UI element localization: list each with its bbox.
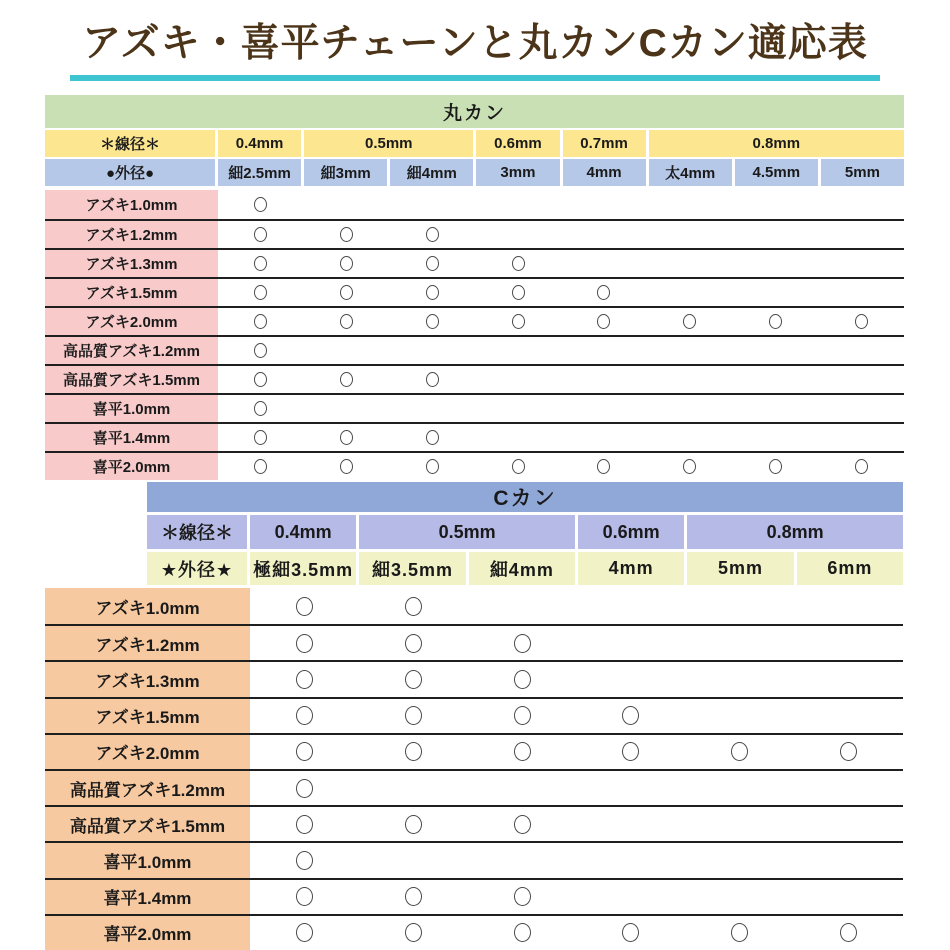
marukan-match-cell (390, 308, 476, 335)
ckan-chain-row (45, 660, 903, 696)
marukan-match-cell (475, 250, 561, 277)
marukan-chain-row (45, 393, 904, 422)
marukan-match-cell (818, 366, 904, 393)
ckan-outer-size: 5mm (687, 552, 793, 585)
ckan-match-cell (685, 771, 794, 805)
compatible-circle-mark (622, 923, 639, 942)
compatible-circle-mark (731, 923, 748, 942)
ckan-table (45, 482, 903, 950)
marukan-outer-size: 3mm (476, 159, 559, 186)
ckan-outer-size: 細4mm (469, 552, 575, 585)
marukan-outer-label: ●外径● (45, 159, 215, 186)
compatible-circle-mark (405, 634, 422, 653)
ckan-chain-label: アズキ1.3mm (45, 662, 250, 696)
marukan-match-cell (218, 308, 304, 335)
ckan-match-cell (577, 588, 686, 624)
compatible-circle-mark (405, 923, 422, 942)
ckan-match-cell (468, 807, 577, 841)
marukan-match-cell (647, 308, 733, 335)
compatible-circle-mark (622, 706, 639, 725)
compatible-circle-mark (296, 851, 313, 870)
marukan-chain-row (45, 277, 904, 306)
ckan-match-cell (250, 880, 359, 914)
marukan-match-cell (647, 190, 733, 219)
compatible-circle-mark (622, 742, 639, 761)
marukan-chain-label: 喜平1.0mm (45, 395, 218, 422)
ckan-chain-label: 喜平1.4mm (45, 880, 250, 914)
compatible-circle-mark (254, 401, 267, 416)
ckan-match-cell (794, 626, 903, 660)
marukan-match-cell (561, 221, 647, 248)
marukan-table (45, 95, 904, 480)
marukan-table-title: 丸カン (45, 95, 904, 128)
compatible-circle-mark (514, 815, 531, 834)
marukan-chain-row (45, 335, 904, 364)
marukan-wire-size: 0.6mm (476, 130, 559, 157)
marukan-wire-diameter-row (45, 130, 904, 157)
ckan-match-cell (685, 880, 794, 914)
ckan-chain-row (45, 805, 903, 841)
marukan-wire-size: 0.4mm (218, 130, 301, 157)
compatible-circle-mark (683, 314, 696, 329)
marukan-match-cell (818, 337, 904, 364)
compatible-circle-mark (340, 256, 353, 271)
compatible-circle-mark (296, 923, 313, 942)
compatible-circle-mark (512, 256, 525, 271)
compatible-circle-mark (254, 343, 267, 358)
compatible-circle-mark (340, 372, 353, 387)
ckan-match-cell (468, 916, 577, 950)
compatible-circle-mark (855, 459, 868, 474)
marukan-match-cell (390, 366, 476, 393)
compatible-circle-mark (597, 314, 610, 329)
compatible-circle-mark (426, 285, 439, 300)
ckan-match-cell (468, 626, 577, 660)
marukan-match-cell (733, 395, 819, 422)
ckan-match-cell (577, 626, 686, 660)
ckan-match-cell (468, 771, 577, 805)
marukan-match-cell (304, 366, 390, 393)
ckan-match-cell (359, 662, 468, 696)
compatible-circle-mark (514, 742, 531, 761)
ckan-match-cell (794, 807, 903, 841)
marukan-chain-label: アズキ1.0mm (45, 190, 218, 219)
ckan-match-cell (685, 626, 794, 660)
ckan-match-cell (359, 771, 468, 805)
ckan-chain-row (45, 624, 903, 660)
ckan-match-cell (685, 843, 794, 877)
marukan-match-cell (561, 190, 647, 219)
ckan-match-cell (577, 662, 686, 696)
marukan-outer-diameter-row (45, 159, 904, 186)
marukan-chain-label: 高品質アズキ1.5mm (45, 366, 218, 393)
compatible-circle-mark (405, 670, 422, 689)
ckan-match-cell (250, 771, 359, 805)
ckan-match-cell (359, 843, 468, 877)
marukan-match-cell (561, 250, 647, 277)
marukan-match-cell (818, 453, 904, 480)
ckan-wire-label: ＊線径＊ (147, 515, 247, 549)
ckan-match-cell (250, 588, 359, 624)
marukan-match-cell (561, 279, 647, 306)
marukan-match-cell (733, 250, 819, 277)
ckan-outer-size: 細3.5mm (359, 552, 465, 585)
compatible-circle-mark (296, 815, 313, 834)
compatible-circle-mark (340, 314, 353, 329)
compatible-circle-mark (405, 706, 422, 725)
compatible-circle-mark (514, 670, 531, 689)
ckan-match-cell (468, 662, 577, 696)
marukan-match-cell (647, 221, 733, 248)
marukan-match-cell (304, 395, 390, 422)
marukan-chain-row (45, 422, 904, 451)
ckan-match-cell (794, 735, 903, 769)
ckan-match-cell (359, 588, 468, 624)
marukan-match-cell (733, 279, 819, 306)
marukan-match-cell (390, 424, 476, 451)
ckan-outer-label: ★外径★ (147, 552, 247, 585)
marukan-match-cell (561, 308, 647, 335)
ckan-wire-diameter-row (147, 515, 903, 549)
marukan-match-cell (561, 337, 647, 364)
ckan-chain-row (45, 914, 903, 950)
compatible-circle-mark (254, 459, 267, 474)
marukan-match-cell (561, 424, 647, 451)
compatible-circle-mark (254, 285, 267, 300)
marukan-match-cell (733, 337, 819, 364)
marukan-match-cell (818, 424, 904, 451)
ckan-match-cell (250, 916, 359, 950)
ckan-outer-diameter-row (147, 552, 903, 585)
marukan-match-cell (561, 453, 647, 480)
ckan-chain-row (45, 733, 903, 769)
marukan-chain-row (45, 219, 904, 248)
ckan-match-cell (577, 699, 686, 733)
marukan-match-cell (818, 279, 904, 306)
ckan-match-cell (685, 807, 794, 841)
ckan-chain-label: 喜平2.0mm (45, 916, 250, 950)
compatible-circle-mark (296, 779, 313, 798)
ckan-match-cell (359, 916, 468, 950)
compatible-circle-mark (426, 256, 439, 271)
ckan-match-cell (359, 807, 468, 841)
ckan-chain-row (45, 878, 903, 914)
compatible-circle-mark (296, 670, 313, 689)
ckan-chain-label: アズキ1.0mm (45, 588, 250, 624)
marukan-match-cell (475, 279, 561, 306)
marukan-match-cell (304, 308, 390, 335)
compatible-circle-mark (769, 459, 782, 474)
marukan-match-cell (390, 190, 476, 219)
compatible-circle-mark (405, 815, 422, 834)
compatible-circle-mark (405, 742, 422, 761)
marukan-chain-label: アズキ1.5mm (45, 279, 218, 306)
marukan-match-cell (475, 424, 561, 451)
ckan-chain-label: アズキ1.5mm (45, 699, 250, 733)
ckan-match-cell (577, 843, 686, 877)
marukan-match-cell (647, 453, 733, 480)
compatible-circle-mark (296, 634, 313, 653)
marukan-match-cell (818, 221, 904, 248)
ckan-match-cell (577, 880, 686, 914)
marukan-chain-row (45, 248, 904, 277)
ckan-match-cell (685, 699, 794, 733)
marukan-chain-row (45, 451, 904, 480)
compatible-circle-mark (254, 430, 267, 445)
compatible-circle-mark (512, 459, 525, 474)
marukan-match-cell (304, 424, 390, 451)
marukan-wire-size: 0.7mm (563, 130, 646, 157)
ckan-match-cell (468, 735, 577, 769)
compatible-circle-mark (769, 314, 782, 329)
ckan-match-cell (250, 662, 359, 696)
compatible-circle-mark (426, 314, 439, 329)
compatible-circle-mark (426, 227, 439, 242)
marukan-match-cell (647, 424, 733, 451)
ckan-match-cell (577, 916, 686, 950)
ckan-wire-size: 0.8mm (687, 515, 903, 549)
marukan-outer-size: 細3mm (304, 159, 387, 186)
ckan-match-cell (250, 699, 359, 733)
marukan-chain-row (45, 190, 904, 219)
compatible-circle-mark (340, 430, 353, 445)
marukan-match-cell (304, 337, 390, 364)
compatible-circle-mark (340, 285, 353, 300)
marukan-match-cell (218, 424, 304, 451)
marukan-chain-row (45, 364, 904, 393)
ckan-match-cell (794, 880, 903, 914)
ckan-match-cell (359, 735, 468, 769)
marukan-match-cell (733, 453, 819, 480)
marukan-match-cell (733, 308, 819, 335)
compatible-circle-mark (405, 597, 422, 616)
ckan-match-cell (685, 916, 794, 950)
marukan-match-cell (304, 279, 390, 306)
marukan-match-cell (304, 250, 390, 277)
compatible-circle-mark (514, 887, 531, 906)
marukan-match-cell (733, 190, 819, 219)
marukan-match-cell (647, 395, 733, 422)
marukan-match-cell (475, 190, 561, 219)
marukan-match-cell (390, 250, 476, 277)
marukan-match-cell (818, 395, 904, 422)
compatible-circle-mark (731, 742, 748, 761)
marukan-outer-size: 太4mm (649, 159, 732, 186)
compatible-circle-mark (254, 197, 267, 212)
compatible-circle-mark (340, 227, 353, 242)
marukan-outer-size: 5mm (821, 159, 904, 186)
ckan-match-cell (250, 843, 359, 877)
marukan-chain-label: 喜平2.0mm (45, 453, 218, 480)
compatible-circle-mark (683, 459, 696, 474)
ckan-match-cell (685, 662, 794, 696)
ckan-match-cell (794, 662, 903, 696)
ckan-table-title: Cカン (147, 482, 903, 512)
marukan-wire-size: 0.8mm (649, 130, 904, 157)
ckan-match-cell (359, 626, 468, 660)
marukan-outer-size: 細4mm (390, 159, 473, 186)
compatible-circle-mark (254, 256, 267, 271)
ckan-match-cell (794, 588, 903, 624)
compatible-circle-mark (296, 887, 313, 906)
ckan-outer-size: 6mm (797, 552, 903, 585)
ckan-match-cell (577, 807, 686, 841)
compatible-circle-mark (512, 314, 525, 329)
ckan-match-cell (250, 735, 359, 769)
marukan-match-cell (475, 337, 561, 364)
ckan-chain-row (45, 769, 903, 805)
ckan-wire-size: 0.5mm (359, 515, 575, 549)
marukan-wire-size: 0.5mm (304, 130, 473, 157)
marukan-match-cell (475, 366, 561, 393)
marukan-match-cell (647, 250, 733, 277)
ckan-match-cell (794, 771, 903, 805)
marukan-match-cell (218, 279, 304, 306)
compatible-circle-mark (597, 285, 610, 300)
marukan-match-cell (304, 453, 390, 480)
ckan-match-cell (468, 699, 577, 733)
ckan-match-cell (794, 916, 903, 950)
marukan-table-body (45, 190, 904, 480)
marukan-match-cell (647, 337, 733, 364)
marukan-match-cell (475, 453, 561, 480)
ckan-table-body (45, 588, 903, 950)
marukan-match-cell (647, 366, 733, 393)
marukan-match-cell (218, 337, 304, 364)
compatible-circle-mark (254, 227, 267, 242)
marukan-match-cell (475, 221, 561, 248)
compatible-circle-mark (296, 706, 313, 725)
compatible-circle-mark (840, 742, 857, 761)
title-bar (0, 12, 950, 81)
ckan-chain-row (45, 697, 903, 733)
ckan-match-cell (359, 880, 468, 914)
ckan-match-cell (468, 843, 577, 877)
compatible-circle-mark (426, 430, 439, 445)
marukan-outer-size: 4.5mm (735, 159, 818, 186)
marukan-match-cell (818, 308, 904, 335)
ckan-match-cell (250, 626, 359, 660)
marukan-match-cell (304, 190, 390, 219)
marukan-chain-label: アズキ1.2mm (45, 221, 218, 248)
ckan-wire-size: 0.6mm (578, 515, 684, 549)
marukan-outer-size: 細2.5mm (218, 159, 301, 186)
compatible-circle-mark (512, 285, 525, 300)
marukan-wire-label: ＊線径＊ (45, 130, 215, 157)
marukan-match-cell (218, 221, 304, 248)
compatible-circle-mark (254, 314, 267, 329)
marukan-match-cell (561, 395, 647, 422)
marukan-match-cell (818, 250, 904, 277)
marukan-match-cell (390, 337, 476, 364)
marukan-match-cell (218, 395, 304, 422)
marukan-chain-label: 高品質アズキ1.2mm (45, 337, 218, 364)
ckan-outer-size: 4mm (578, 552, 684, 585)
ckan-match-cell (250, 807, 359, 841)
marukan-chain-row (45, 306, 904, 335)
compatible-circle-mark (340, 459, 353, 474)
marukan-match-cell (218, 366, 304, 393)
ckan-match-cell (794, 843, 903, 877)
marukan-chain-label: アズキ1.3mm (45, 250, 218, 277)
marukan-match-cell (218, 453, 304, 480)
compatible-circle-mark (840, 923, 857, 942)
compatible-circle-mark (514, 706, 531, 725)
compatible-circle-mark (296, 597, 313, 616)
page-title: アズキ・喜平チェーンと丸カンCカン適応表 (70, 12, 880, 81)
ckan-match-cell (577, 735, 686, 769)
marukan-match-cell (475, 308, 561, 335)
marukan-match-cell (647, 279, 733, 306)
marukan-match-cell (218, 250, 304, 277)
ckan-match-cell (794, 699, 903, 733)
ckan-outer-size: 極細3.5mm (250, 552, 356, 585)
marukan-match-cell (733, 221, 819, 248)
marukan-match-cell (733, 366, 819, 393)
marukan-match-cell (561, 366, 647, 393)
marukan-match-cell (390, 279, 476, 306)
ckan-match-cell (577, 771, 686, 805)
compatible-circle-mark (597, 459, 610, 474)
ckan-match-cell (468, 880, 577, 914)
compatible-circle-mark (296, 742, 313, 761)
ckan-chain-label: アズキ1.2mm (45, 626, 250, 660)
marukan-outer-size: 4mm (563, 159, 646, 186)
ckan-chain-row (45, 841, 903, 877)
marukan-match-cell (304, 221, 390, 248)
ckan-chain-label: アズキ2.0mm (45, 735, 250, 769)
ckan-match-cell (468, 588, 577, 624)
marukan-match-cell (733, 424, 819, 451)
marukan-match-cell (390, 453, 476, 480)
compatible-circle-mark (426, 459, 439, 474)
marukan-match-cell (218, 190, 304, 219)
marukan-chain-label: 喜平1.4mm (45, 424, 218, 451)
compatible-circle-mark (514, 634, 531, 653)
marukan-match-cell (475, 395, 561, 422)
ckan-wire-size: 0.4mm (250, 515, 356, 549)
ckan-chain-label: 高品質アズキ1.2mm (45, 771, 250, 805)
marukan-match-cell (818, 190, 904, 219)
marukan-chain-label: アズキ2.0mm (45, 308, 218, 335)
ckan-table-header (147, 482, 903, 585)
compatible-circle-mark (254, 372, 267, 387)
ckan-match-cell (685, 735, 794, 769)
marukan-match-cell (390, 221, 476, 248)
ckan-match-cell (359, 699, 468, 733)
marukan-match-cell (390, 395, 476, 422)
compatible-circle-mark (426, 372, 439, 387)
compatible-circle-mark (514, 923, 531, 942)
ckan-match-cell (685, 588, 794, 624)
ckan-chain-row (45, 588, 903, 624)
compatible-circle-mark (405, 887, 422, 906)
ckan-chain-label: 喜平1.0mm (45, 843, 250, 877)
compatible-circle-mark (855, 314, 868, 329)
ckan-chain-label: 高品質アズキ1.5mm (45, 807, 250, 841)
